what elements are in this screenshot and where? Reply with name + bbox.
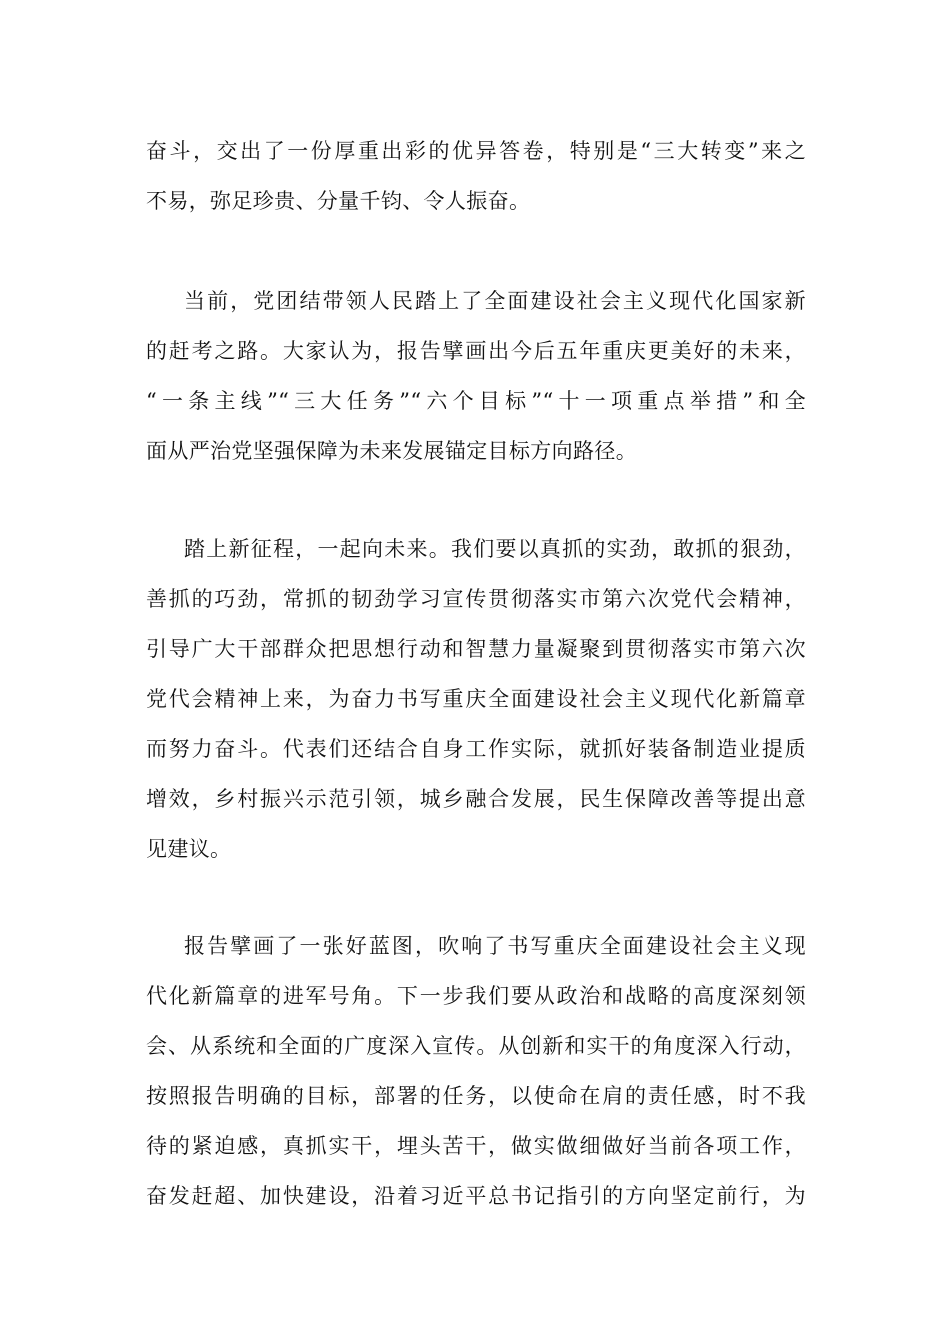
text-line: 按照报告明确的目标，部署的任务，以使命在肩的责任感，时不我 bbox=[146, 1084, 806, 1108]
paragraph-4 bbox=[146, 921, 806, 1221]
text-line: 善抓的巧劲，常抓的韧劲学习宣传贯彻落实市第六次党代会精神， bbox=[146, 587, 806, 611]
text-line: “一条主线”“三大任务”“六个目标”“十一项重点举措”和全 bbox=[146, 389, 806, 413]
text-line: 踏上新征程，一起向未来。我们要以真抓的实劲，敢抓的狠劲， bbox=[184, 537, 806, 561]
text-line: 见建议。 bbox=[146, 837, 232, 861]
text-line: 党代会精神上来，为奋力书写重庆全面建设社会主义现代化新篇章 bbox=[146, 687, 806, 711]
paragraph-3 bbox=[146, 524, 806, 874]
text-line: 增效，乡村振兴示范引领，城乡融合发展，民生保障改善等提出意 bbox=[146, 787, 806, 811]
text-line: 会、从系统和全面的广度深入宣传。从创新和实干的角度深入行动， bbox=[146, 1034, 806, 1058]
text-line: 奋发赶超、加快建设，沿着习近平总书记指引的方向坚定前行，为 bbox=[146, 1184, 806, 1208]
text-line: 当前，党团结带领人民踏上了全面建设社会主义现代化国家新 bbox=[184, 289, 806, 313]
text-line: 的赶考之路。大家认为，报告擘画出今后五年重庆更美好的未来， bbox=[146, 339, 806, 363]
text-line: 而努力奋斗。代表们还结合自身工作实际，就抓好装备制造业提质 bbox=[146, 737, 806, 761]
paragraph-1 bbox=[146, 126, 806, 226]
paragraph-2 bbox=[146, 276, 806, 476]
text-line: 报告擘画了一张好蓝图，吹响了书写重庆全面建设社会主义现 bbox=[184, 934, 806, 958]
text-line: 待的紧迫感，真抓实干，埋头苦干，做实做细做好当前各项工作， bbox=[146, 1134, 806, 1158]
text-line: 引导广大干部群众把思想行动和智慧力量凝聚到贯彻落实市第六次 bbox=[146, 637, 806, 661]
text-line: 奋斗，交出了一份厚重出彩的优异答卷，特别是“三大转变”来之 bbox=[146, 139, 806, 163]
text-line: 面从严治党坚强保障为未来发展锚定目标方向路径。 bbox=[146, 439, 638, 463]
text-line: 代化新篇章的进军号角。下一步我们要从政治和战略的高度深刻领 bbox=[146, 984, 806, 1008]
text-line: 不易，弥足珍贵、分量千钧、令人振奋。 bbox=[146, 189, 531, 213]
